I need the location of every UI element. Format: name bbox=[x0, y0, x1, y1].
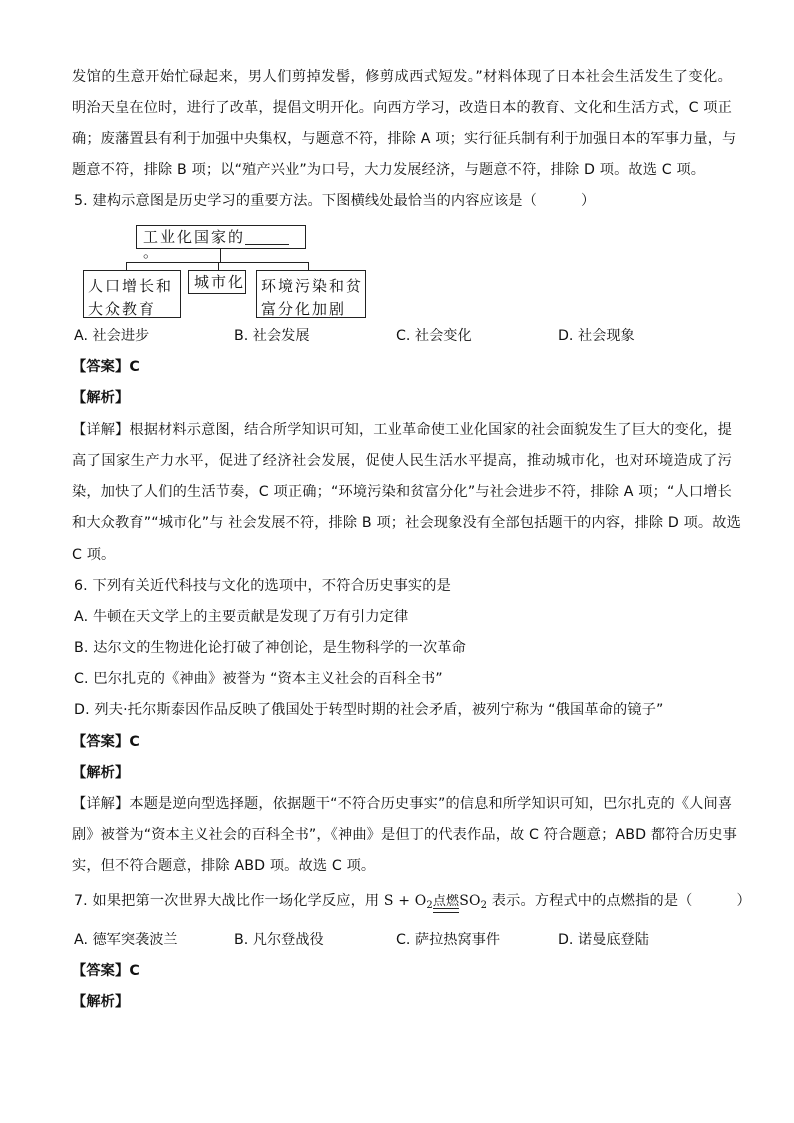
intro-line-4: 题意不符，排除 B 项；以“殖产兴业”为口号，大力发展经济，与题意不符，排除 D 项。故选 C 项。 bbox=[72, 162, 706, 178]
option-c: C. 社会变化 bbox=[396, 328, 472, 344]
answer-label: 【答案】C bbox=[72, 359, 140, 375]
option-c: C. 萨拉热窝事件 bbox=[396, 932, 501, 948]
analysis-label: 【解析】 bbox=[72, 765, 130, 781]
diagram-box-pollution-wealth-gap: 环境污染和贫 富分化加剧 bbox=[256, 270, 366, 318]
option-a: A. 牛顿在天文学上的主要贡献是发现了万有引力定律 bbox=[74, 609, 409, 625]
answer-blank bbox=[245, 230, 289, 245]
option-a: A. 德军突袭波兰 bbox=[74, 932, 178, 948]
detail-line: 【详解】根据材料示意图，结合所学知识可知，工业革命使工业化国家的社会面貌发生了巨大的变化，提 bbox=[72, 422, 732, 438]
intro-line-1: 发馆的生意开始忙碌起来，男人们剪掉发髻，修剪成西式短发。”材料体现了日本社会生活发生了变化。 bbox=[72, 69, 732, 85]
option-d: D. 列夫·托尔斯泰因作品反映了俄国处于转型时期的社会矛盾，被列宁称为 “俄国革命的镜子” bbox=[74, 702, 664, 718]
detail-line: 【详解】本题是逆向型选择题，依据题干“不符合历史事实”的信息和所学知识可知，巴尔扎克的《人间喜 bbox=[72, 796, 733, 812]
question-6-stem: 6. 下列有关近代科技与文化的选项中，不符合历史事实的是 bbox=[74, 578, 451, 594]
detail-line: 实，但不符合题意，排除 ABD 项。故选 C 项。 bbox=[72, 858, 376, 874]
detail-line: 和大众教育”“城市化”与 社会发展不符，排除 B 项；社会现象没有全部包括题干的内容，排除 D 项。故选 bbox=[72, 515, 741, 531]
intro-line-2: 明治天皇在位时，进行了改革，提倡文明开化。向西方学习，改造日本的教育、文化和生活方式，C 项正 bbox=[72, 100, 732, 116]
analysis-label: 【解析】 bbox=[72, 390, 130, 406]
option-b: B. 凡尔登战役 bbox=[234, 932, 324, 948]
analysis-label: 【解析】 bbox=[72, 994, 130, 1010]
detail-line: C 项。 bbox=[72, 547, 116, 563]
diagram-box-population-education: 人口增长和 大众教育 bbox=[83, 270, 181, 318]
answer-label: 【答案】C bbox=[72, 963, 140, 979]
option-b: B. 达尔文的生物进化论打破了神创论，是生物科学的一次革命 bbox=[74, 640, 466, 656]
option-d: D. 诺曼底登陆 bbox=[558, 932, 649, 948]
option-b: B. 社会发展 bbox=[234, 328, 310, 344]
diagram-top-box: 工业化国家的。 bbox=[136, 225, 306, 249]
question-7-stem: 7. 如果把第一次世界大战比作一场化学反应，用 $S + O_2$点燃 $SO_2$ 表示。方程式中的点燃指的是（ ） bbox=[74, 893, 751, 911]
chemical-equation: $S + O_2$点燃 $SO_2$ bbox=[383, 893, 488, 911]
detail-line: 染，加快了人们的生活节奏，C 项正确；“环境污染和贫富分化”与社会进步不符，排除 A 项；“人口增长 bbox=[72, 484, 732, 500]
question-5-stem: 5. 建构示意图是历史学习的重要方法。下图横线处最恰当的内容应该是（ ） bbox=[74, 193, 596, 209]
detail-line: 高了国家生产力水平，促进了经济社会发展，促使人民生活水平提高，推动城市化，也对环境造成了污 bbox=[72, 453, 732, 469]
answer-label: 【答案】C bbox=[72, 734, 140, 750]
diagram-box-urbanization: 城市化 bbox=[188, 270, 246, 294]
intro-line-3: 确；废藩置县有利于加强中央集权，与题意不符，排除 A 项；实行征兵制有利于加强日本的军事力量，与 bbox=[72, 131, 737, 147]
detail-line: 剧》被誉为“资本主义社会的百科全书”，《神曲》是但丁的代表作品，故 C 符合题意；ABD 都符合历史事 bbox=[72, 827, 737, 843]
diagram-connector-vertical bbox=[220, 249, 221, 262]
option-d: D. 社会现象 bbox=[558, 328, 635, 344]
option-a: A. 社会进步 bbox=[74, 328, 150, 344]
option-c: C. 巴尔扎克的《神曲》被誉为 “资本主义社会的百科全书” bbox=[74, 671, 443, 687]
ignition-condition: 点燃 bbox=[433, 894, 459, 908]
